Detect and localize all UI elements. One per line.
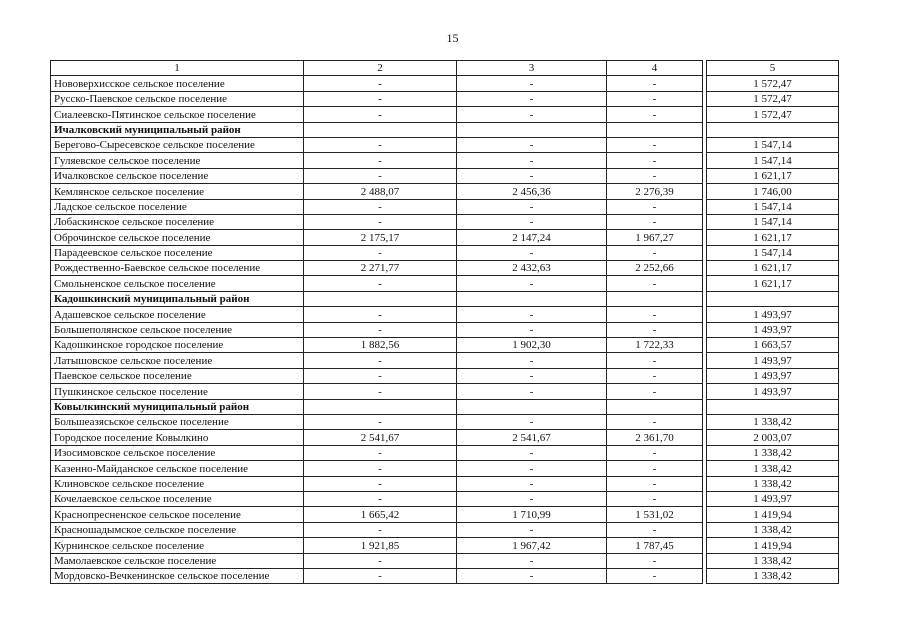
value-col-4: - (607, 384, 703, 399)
table-row (51, 445, 839, 460)
value-col-3: - (457, 107, 607, 122)
value-col-5: 1 572,47 (707, 107, 839, 122)
settlement-name: Гуляевское сельское поселение (51, 153, 304, 168)
settlement-name: Ладское сельское поселение (51, 199, 304, 214)
value-col-5: 1 338,42 (707, 414, 839, 429)
value-col-4: 2 276,39 (607, 184, 703, 199)
settlement-name: Рождественно-Баевское сельское поселение (51, 261, 304, 276)
table-row (51, 338, 839, 353)
value-col-2: - (304, 491, 457, 506)
value-col-3: 1 710,99 (457, 507, 607, 522)
value-col-2: - (304, 137, 457, 152)
value-col-2: 1 665,42 (304, 507, 457, 522)
value-col-4: - (607, 107, 703, 122)
value-col-5: 1 621,17 (707, 261, 839, 276)
settlement-name: Парадеевское сельское поселение (51, 245, 304, 260)
value-col-2: - (304, 307, 457, 322)
value-col-2: 2 271,77 (304, 261, 457, 276)
value-col-3: - (457, 353, 607, 368)
value-col-5 (707, 122, 839, 137)
value-col-4: - (607, 168, 703, 183)
table-row (51, 199, 839, 214)
settlement-name: Лобаскинское сельское поселение (51, 214, 304, 229)
value-col-2 (304, 122, 457, 137)
section-row (51, 399, 839, 414)
value-col-4: - (607, 445, 703, 460)
value-col-4 (607, 122, 703, 137)
value-col-4: - (607, 353, 703, 368)
table-row (51, 414, 839, 429)
value-col-4 (607, 399, 703, 414)
value-col-4: - (607, 276, 703, 291)
settlement-name: Курнинское сельское поселение (51, 538, 304, 553)
value-col-2: - (304, 199, 457, 214)
table-row (51, 107, 839, 122)
settlement-name: Кадошкинский муниципальный район (51, 291, 304, 306)
value-col-2: - (304, 414, 457, 429)
value-col-5: 1 621,17 (707, 168, 839, 183)
value-col-5: 1 621,17 (707, 230, 839, 245)
column-header: 5 (707, 61, 839, 76)
table-row (51, 76, 839, 91)
settlement-name: Берегово-Сыресевское сельское поселение (51, 137, 304, 152)
value-col-2 (304, 399, 457, 414)
value-col-5: 1 493,97 (707, 368, 839, 383)
value-col-5: 1 572,47 (707, 91, 839, 106)
table-row (51, 568, 839, 583)
settlement-name: Русско-Паевское сельское поселение (51, 91, 304, 106)
value-col-4 (607, 291, 703, 306)
value-col-3: - (457, 76, 607, 91)
settlement-name: Кочелаевское сельское поселение (51, 491, 304, 506)
table-body (51, 61, 839, 584)
value-col-2: - (304, 553, 457, 568)
settlement-name: Латышовское сельское поселение (51, 353, 304, 368)
table-row (51, 91, 839, 106)
value-col-4: - (607, 568, 703, 583)
settlement-name: Клиновское сельское поселение (51, 476, 304, 491)
column-header: 1 (51, 61, 304, 76)
value-col-5: 1 338,42 (707, 522, 839, 537)
value-col-5: 1 419,94 (707, 507, 839, 522)
table-row (51, 307, 839, 322)
value-col-3: - (457, 91, 607, 106)
value-col-3 (457, 291, 607, 306)
settlement-name: Ковылкинский муниципальный район (51, 399, 304, 414)
value-col-2: - (304, 214, 457, 229)
value-col-5: 1 493,97 (707, 353, 839, 368)
table-row (51, 461, 839, 476)
value-col-5: 1 493,97 (707, 384, 839, 399)
value-col-2: 1 921,85 (304, 538, 457, 553)
section-row (51, 291, 839, 306)
table-row (51, 476, 839, 491)
value-col-3: 2 456,36 (457, 184, 607, 199)
value-col-2: - (304, 322, 457, 337)
value-col-3: - (457, 137, 607, 152)
table-row (51, 507, 839, 522)
value-col-3: - (457, 153, 607, 168)
settlement-name: Адашевское сельское поселение (51, 307, 304, 322)
value-col-3: - (457, 568, 607, 583)
value-col-2: 2 175,17 (304, 230, 457, 245)
column-header: 4 (607, 61, 703, 76)
value-col-3: - (457, 414, 607, 429)
value-col-3: - (457, 461, 607, 476)
value-col-3 (457, 122, 607, 137)
settlement-name: Нововерхисское сельское поселение (51, 76, 304, 91)
table-row (51, 538, 839, 553)
value-col-4: - (607, 414, 703, 429)
value-col-5 (707, 399, 839, 414)
settlement-name: Мамолаевское сельское поселение (51, 553, 304, 568)
value-col-2: - (304, 245, 457, 260)
page-number: 15 (446, 31, 459, 45)
value-col-2: - (304, 276, 457, 291)
value-col-5: 1 419,94 (707, 538, 839, 553)
value-col-3: - (457, 368, 607, 383)
value-col-4: 1 531,02 (607, 507, 703, 522)
settlement-name: Кадошкинское городское поселение (51, 338, 304, 353)
value-col-5: 1 338,42 (707, 461, 839, 476)
settlement-name: Изосимовское сельское поселение (51, 445, 304, 460)
value-col-5: 1 547,14 (707, 153, 839, 168)
value-col-3: - (457, 214, 607, 229)
value-col-4: - (607, 214, 703, 229)
table-row (51, 230, 839, 245)
table-row (51, 491, 839, 506)
value-col-3: - (457, 445, 607, 460)
value-col-5: 1 338,42 (707, 568, 839, 583)
tariff-table (50, 60, 839, 584)
value-col-4: - (607, 199, 703, 214)
table-row (51, 245, 839, 260)
value-col-2: - (304, 461, 457, 476)
value-col-4: - (607, 153, 703, 168)
value-col-4: 2 252,66 (607, 261, 703, 276)
table-row (51, 553, 839, 568)
settlement-name: Оброчинское сельское поселение (51, 230, 304, 245)
value-col-4: - (607, 322, 703, 337)
value-col-5: 1 547,14 (707, 245, 839, 260)
table-row (51, 276, 839, 291)
settlement-name: Паевское сельское поселение (51, 368, 304, 383)
value-col-3: - (457, 168, 607, 183)
value-col-5: 1 746,00 (707, 184, 839, 199)
value-col-2: 1 882,56 (304, 338, 457, 353)
value-col-4: 1 787,45 (607, 538, 703, 553)
value-col-4: - (607, 368, 703, 383)
value-col-5: 1 621,17 (707, 276, 839, 291)
value-col-5: 2 003,07 (707, 430, 839, 445)
value-col-2: - (304, 476, 457, 491)
value-col-5: 1 547,14 (707, 214, 839, 229)
settlement-name: Краснопресненское сельское поселение (51, 507, 304, 522)
value-col-3: - (457, 276, 607, 291)
value-col-2: - (304, 107, 457, 122)
value-col-4: - (607, 491, 703, 506)
value-col-5: 1 572,47 (707, 76, 839, 91)
value-col-5 (707, 291, 839, 306)
value-col-4: 1 722,33 (607, 338, 703, 353)
column-number-row (51, 61, 839, 76)
table-row (51, 353, 839, 368)
settlement-name: Ичалковский муниципальный район (51, 122, 304, 137)
value-col-5: 1 493,97 (707, 307, 839, 322)
column-header: 3 (457, 61, 607, 76)
value-col-2: - (304, 153, 457, 168)
value-col-2: 2 488,07 (304, 184, 457, 199)
value-col-3: - (457, 322, 607, 337)
value-col-3: 1 902,30 (457, 338, 607, 353)
value-col-2: - (304, 368, 457, 383)
settlement-name: Сиалеевско-Пятинское сельское поселение (51, 107, 304, 122)
settlement-name: Городское поселение Ковылкино (51, 430, 304, 445)
value-col-3: 2 432,63 (457, 261, 607, 276)
value-col-3: - (457, 199, 607, 214)
value-col-3: - (457, 307, 607, 322)
value-col-2: - (304, 91, 457, 106)
value-col-3: - (457, 491, 607, 506)
value-col-3: - (457, 476, 607, 491)
value-col-3: 2 541,67 (457, 430, 607, 445)
table-row (51, 368, 839, 383)
table-row (51, 261, 839, 276)
value-col-5: 1 547,14 (707, 199, 839, 214)
table-row (51, 430, 839, 445)
table-row (51, 214, 839, 229)
value-col-4: - (607, 522, 703, 537)
table-row (51, 153, 839, 168)
table-row (51, 137, 839, 152)
value-col-2: - (304, 76, 457, 91)
value-col-4: 2 361,70 (607, 430, 703, 445)
table-row (51, 322, 839, 337)
value-col-3: - (457, 245, 607, 260)
value-col-4: - (607, 553, 703, 568)
settlement-name: Смольненское сельское поселение (51, 276, 304, 291)
table-row (51, 184, 839, 199)
value-col-4: - (607, 76, 703, 91)
value-col-3: 1 967,42 (457, 538, 607, 553)
value-col-4: 1 967,27 (607, 230, 703, 245)
value-col-3: - (457, 384, 607, 399)
value-col-2: - (304, 353, 457, 368)
value-col-3: - (457, 522, 607, 537)
value-col-3: - (457, 553, 607, 568)
settlement-name: Кемлянское сельское поселение (51, 184, 304, 199)
value-col-2: - (304, 384, 457, 399)
value-col-5: 1 338,42 (707, 445, 839, 460)
value-col-3 (457, 399, 607, 414)
table-row (51, 384, 839, 399)
table-row (51, 168, 839, 183)
column-header: 2 (304, 61, 457, 76)
settlement-name: Пушкинское сельское поселение (51, 384, 304, 399)
value-col-5: 1 338,42 (707, 476, 839, 491)
settlement-name: Большеазясьское сельское поселение (51, 414, 304, 429)
settlement-name: Казенно-Майданское сельское поселение (51, 461, 304, 476)
settlement-name: Красношадымское сельское поселение (51, 522, 304, 537)
value-col-2: - (304, 522, 457, 537)
value-col-4: - (607, 137, 703, 152)
value-col-4: - (607, 461, 703, 476)
value-col-5: 1 493,97 (707, 491, 839, 506)
settlement-name: Большеполянское сельское поселение (51, 322, 304, 337)
value-col-2: - (304, 445, 457, 460)
table-row (51, 522, 839, 537)
settlement-name: Мордовско-Вечкенинское сельское поселение (51, 568, 304, 583)
value-col-4: - (607, 476, 703, 491)
value-col-2: - (304, 568, 457, 583)
value-col-4: - (607, 245, 703, 260)
section-row (51, 122, 839, 137)
value-col-5: 1 493,97 (707, 322, 839, 337)
value-col-5: 1 547,14 (707, 137, 839, 152)
value-col-2 (304, 291, 457, 306)
value-col-4: - (607, 91, 703, 106)
value-col-2: 2 541,67 (304, 430, 457, 445)
value-col-5: 1 663,57 (707, 338, 839, 353)
value-col-3: 2 147,24 (457, 230, 607, 245)
settlement-name: Ичалковское сельское поселение (51, 168, 304, 183)
value-col-5: 1 338,42 (707, 553, 839, 568)
value-col-4: - (607, 307, 703, 322)
value-col-2: - (304, 168, 457, 183)
